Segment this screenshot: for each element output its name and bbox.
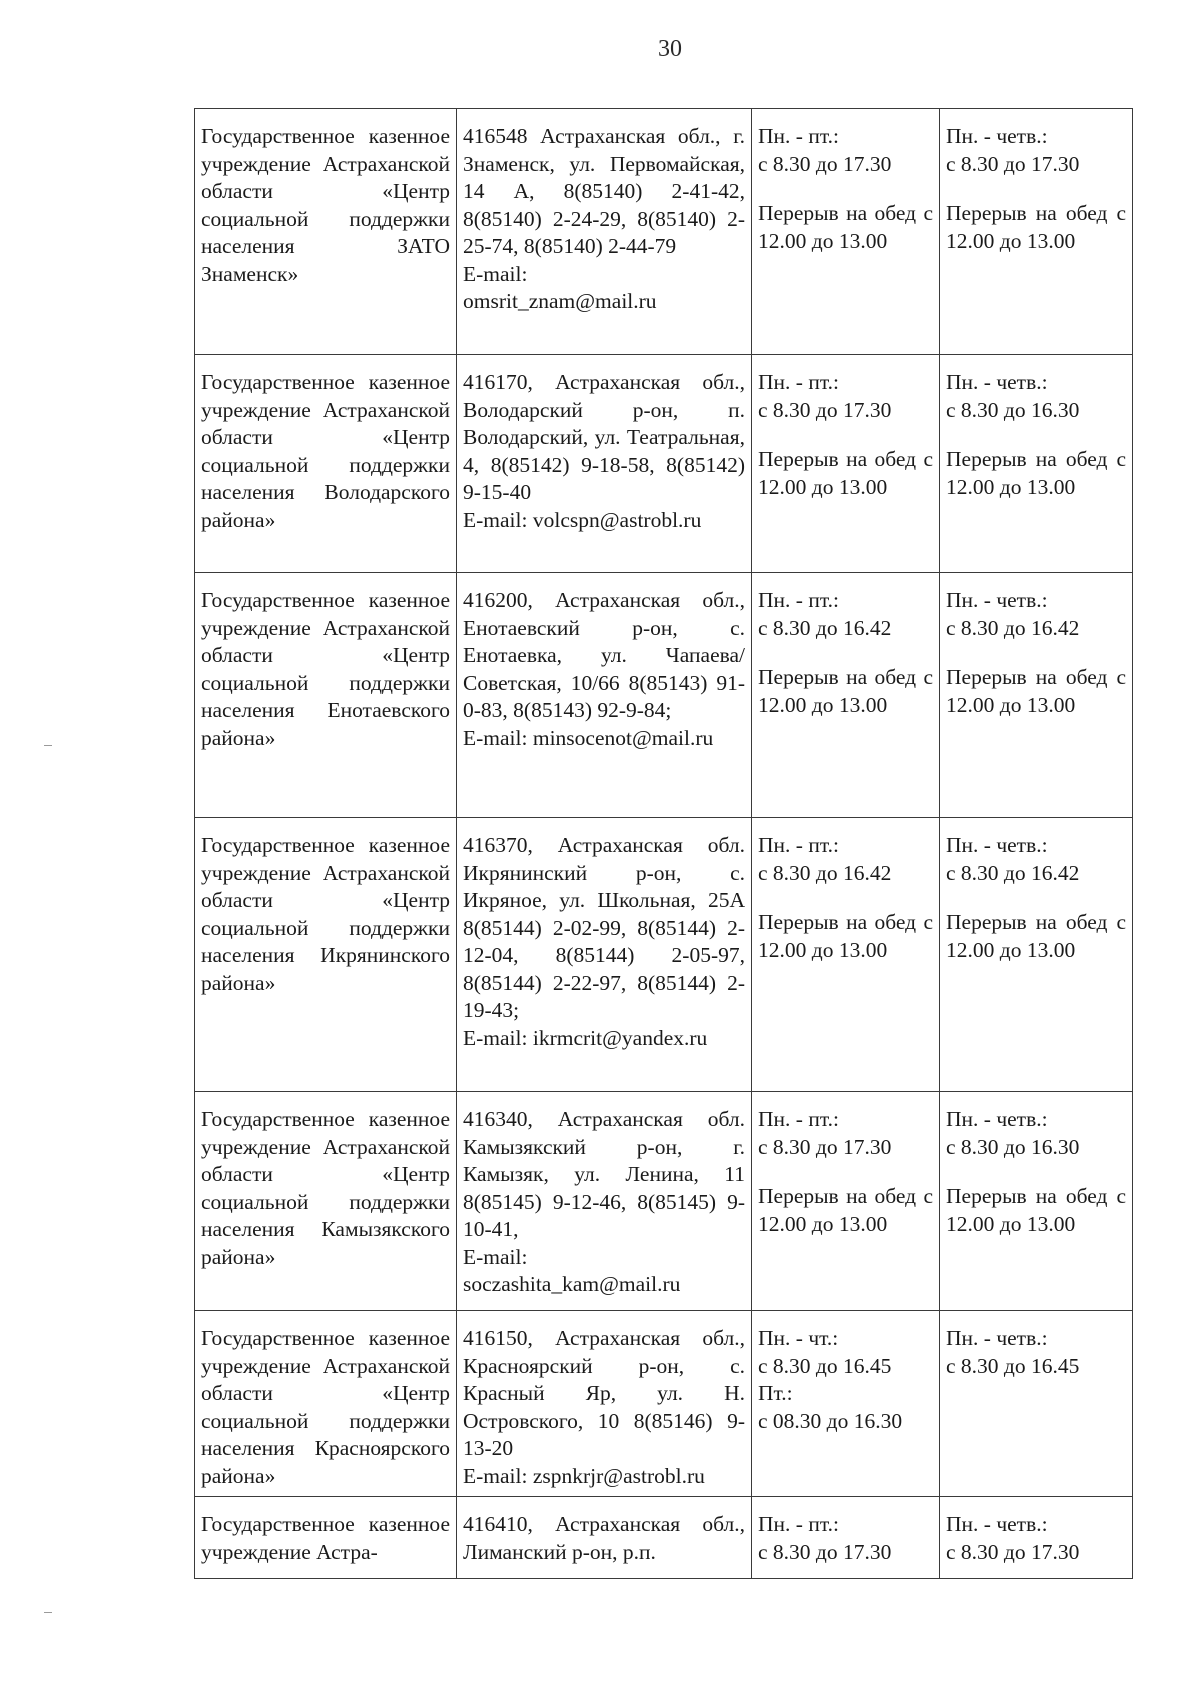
hours-time: с 8.30 до 16.30 bbox=[946, 1134, 1080, 1159]
hours-days: Пн. - четв.: bbox=[946, 833, 1048, 857]
lunch-break: Перерыв на обед с 12.00 до 13.00 bbox=[946, 665, 1126, 717]
org-cell: Государственное казенное учреждение Астраханской области «Центр социальной поддержки населения Икрянинского района» bbox=[195, 818, 457, 1092]
email-label: E-mail: bbox=[463, 261, 528, 286]
email-row bbox=[463, 1244, 745, 1299]
lunch-break: Перерыв на обед с 12.00 до 13.00 bbox=[946, 910, 1126, 962]
hours-weekday-cell bbox=[752, 573, 940, 818]
email-row bbox=[463, 725, 745, 753]
hours-alt-cell bbox=[940, 109, 1133, 355]
table-row bbox=[195, 818, 1133, 1092]
hours-alt-cell bbox=[940, 818, 1133, 1092]
scan-mark bbox=[44, 745, 52, 746]
org-cell: Государственное казенное учреждение Астраханской области «Центр социальной поддержки населения Енотаевского района» bbox=[195, 573, 457, 818]
email-label: E-mail: bbox=[463, 1463, 528, 1488]
hours-time: с 8.30 до 17.30 bbox=[758, 397, 892, 422]
address-text: 416200, Астраханская обл., Енотаевский р-он, с. Енотаевка, ул. Чапаева/Советская, 10/66 8(85143) 91-0-83, 8(85143) 92-9-84; bbox=[463, 588, 745, 722]
hours-days: Пн. - четв.: bbox=[946, 370, 1048, 394]
email-link[interactable]: minsocenot@mail.ru bbox=[532, 725, 714, 750]
hours-weekday-cell bbox=[752, 1311, 940, 1497]
hours-alt-cell bbox=[940, 1092, 1133, 1311]
address-text: 416410, Астраханская обл., Лиманский р-он, р.п. bbox=[463, 1512, 745, 1564]
address-cell bbox=[457, 1497, 752, 1579]
hours-time: с 8.30 до 16.45 bbox=[946, 1353, 1080, 1378]
table-row bbox=[195, 1497, 1133, 1579]
hours-alt-cell bbox=[940, 1311, 1133, 1497]
org-cell: Государственное казенное учреждение Астра- bbox=[195, 1497, 457, 1579]
table-row bbox=[195, 109, 1133, 355]
org-cell: Государственное казенное учреждение Астраханской области «Центр социальной поддержки населения Володарского района» bbox=[195, 355, 457, 573]
hours-days: Пн. - четв.: bbox=[946, 1107, 1048, 1131]
table-row bbox=[195, 1092, 1133, 1311]
org-cell: Государственное казенное учреждение Астраханской области «Центр социальной поддержки населения Красноярского района» bbox=[195, 1311, 457, 1497]
hours-days: Пн. - пт.: bbox=[758, 124, 839, 148]
hours-weekday-cell bbox=[752, 1497, 940, 1579]
hours-alt-cell bbox=[940, 573, 1133, 818]
hours-time: с 8.30 до 16.42 bbox=[758, 860, 892, 885]
hours-days-friday: Пт.: bbox=[758, 1381, 793, 1405]
lunch-break: Перерыв на обед с 12.00 до 13.00 bbox=[946, 201, 1126, 253]
hours-time: с 8.30 до 16.42 bbox=[758, 615, 892, 640]
hours-weekday-cell bbox=[752, 1092, 940, 1311]
org-cell: Государственное казенное учреждение Астраханской области «Центр социальной поддержки населения ЗАТО Знаменск» bbox=[195, 109, 457, 355]
hours-time: с 8.30 до 17.30 bbox=[946, 151, 1080, 176]
email-link[interactable]: volcspn@astrobl.ru bbox=[532, 507, 702, 532]
lunch-break: Перерыв на обед с 12.00 до 13.00 bbox=[758, 665, 933, 717]
email-label: E-mail: bbox=[463, 1244, 528, 1269]
page-number: 30 bbox=[658, 36, 682, 62]
email-row bbox=[463, 507, 745, 535]
email-link[interactable]: omsrit_znam@mail.ru bbox=[463, 289, 657, 313]
email-label: E-mail: bbox=[463, 507, 528, 532]
lunch-break: Перерыв на обед с 12.00 до 13.00 bbox=[758, 1184, 933, 1236]
lunch-break: Перерыв на обед с 12.00 до 13.00 bbox=[758, 910, 933, 962]
hours-time: с 8.30 до 17.30 bbox=[946, 1539, 1080, 1564]
address-cell bbox=[457, 1311, 752, 1497]
hours-time: с 8.30 до 17.30 bbox=[758, 151, 892, 176]
address-cell bbox=[457, 355, 752, 573]
hours-time: с 8.30 до 17.30 bbox=[758, 1134, 892, 1159]
email-link[interactable]: zspnkrjr@astrobl.ru bbox=[532, 1463, 705, 1488]
email-link[interactable]: soczashita_kam@mail.ru bbox=[463, 1272, 681, 1296]
hours-time: с 8.30 до 16.45 bbox=[758, 1353, 892, 1378]
lunch-break: Перерыв на обед с 12.00 до 13.00 bbox=[946, 1184, 1126, 1236]
org-cell: Государственное казенное учреждение Астраханской области «Центр социальной поддержки населения Камызякского района» bbox=[195, 1092, 457, 1311]
email-row bbox=[463, 1025, 745, 1053]
lunch-break: Перерыв на обед с 12.00 до 13.00 bbox=[758, 447, 933, 499]
email-row bbox=[463, 1463, 745, 1491]
address-text: 416170, Астраханская обл., Володарский р-он, п. Володарский, ул. Театральная, 4, 8(85142) 9-18-58, 8(85142) 9-15-40 bbox=[463, 370, 745, 504]
email-label: E-mail: bbox=[463, 725, 528, 750]
hours-alt-cell bbox=[940, 355, 1133, 573]
address-text: 416340, Астраханская обл. Камызякский р-он, г. Камызяк, ул. Ленина, 11 8(85145) 9-12-46, 8(85145) 9-10-41, bbox=[463, 1107, 745, 1241]
table-row bbox=[195, 573, 1133, 818]
hours-weekday-cell bbox=[752, 109, 940, 355]
hours-time: с 8.30 до 16.42 bbox=[946, 860, 1080, 885]
address-cell bbox=[457, 818, 752, 1092]
hours-days: Пн. - пт.: bbox=[758, 1512, 839, 1536]
address-text: 416548 Астраханская обл., г. Знаменск, ул. Первомайская, 14 А, 8(85140) 2-41-42, 8(85140) 2-24-29, 8(85140) 2-25-74, 8(85140) 2-44-79 bbox=[463, 124, 745, 258]
hours-time: с 8.30 до 17.30 bbox=[758, 1539, 892, 1564]
table-row bbox=[195, 1311, 1133, 1497]
hours-days: Пн. - четв.: bbox=[946, 1512, 1048, 1536]
organizations-table bbox=[194, 108, 1133, 1579]
hours-alt-cell bbox=[940, 1497, 1133, 1579]
hours-days: Пн. - пт.: bbox=[758, 370, 839, 394]
hours-days: Пн. - пт.: bbox=[758, 1107, 839, 1131]
address-text: 416370, Астраханская обл. Икрянинский р-он, с. Икряное, ул. Школьная, 25А 8(85144) 2-02-99, 8(85144) 2-12-04, 8(85144) 2-05-97, 8(85144) 2-22-97, 8(85144) 2-19-43; bbox=[463, 833, 745, 1022]
hours-days: Пн. - четв.: bbox=[946, 588, 1048, 612]
email-link[interactable]: ikrmcrit@yandex.ru bbox=[532, 1025, 708, 1050]
table-row bbox=[195, 355, 1133, 573]
lunch-break: Перерыв на обед с 12.00 до 13.00 bbox=[946, 447, 1126, 499]
hours-weekday-cell bbox=[752, 355, 940, 573]
address-cell bbox=[457, 1092, 752, 1311]
scan-mark bbox=[44, 1612, 52, 1613]
address-cell bbox=[457, 573, 752, 818]
hours-time: с 8.30 до 16.42 bbox=[946, 615, 1080, 640]
address-text: 416150, Астраханская обл., Красноярский р-он, с. Красный Яр, ул. Н. Островского, 10 8(85146) 9-13-20 bbox=[463, 1326, 745, 1460]
email-label: E-mail: bbox=[463, 1025, 528, 1050]
hours-weekday-cell bbox=[752, 818, 940, 1092]
hours-time-friday: с 08.30 до 16.30 bbox=[758, 1408, 903, 1433]
hours-time: с 8.30 до 16.30 bbox=[946, 397, 1080, 422]
hours-days: Пн. - чт.: bbox=[758, 1326, 839, 1350]
hours-days: Пн. - пт.: bbox=[758, 588, 839, 612]
hours-days: Пн. - четв.: bbox=[946, 124, 1048, 148]
hours-days: Пн. - четв.: bbox=[946, 1326, 1048, 1350]
address-cell bbox=[457, 109, 752, 355]
hours-days: Пн. - пт.: bbox=[758, 833, 839, 857]
lunch-break: Перерыв на обед с 12.00 до 13.00 bbox=[758, 201, 933, 253]
